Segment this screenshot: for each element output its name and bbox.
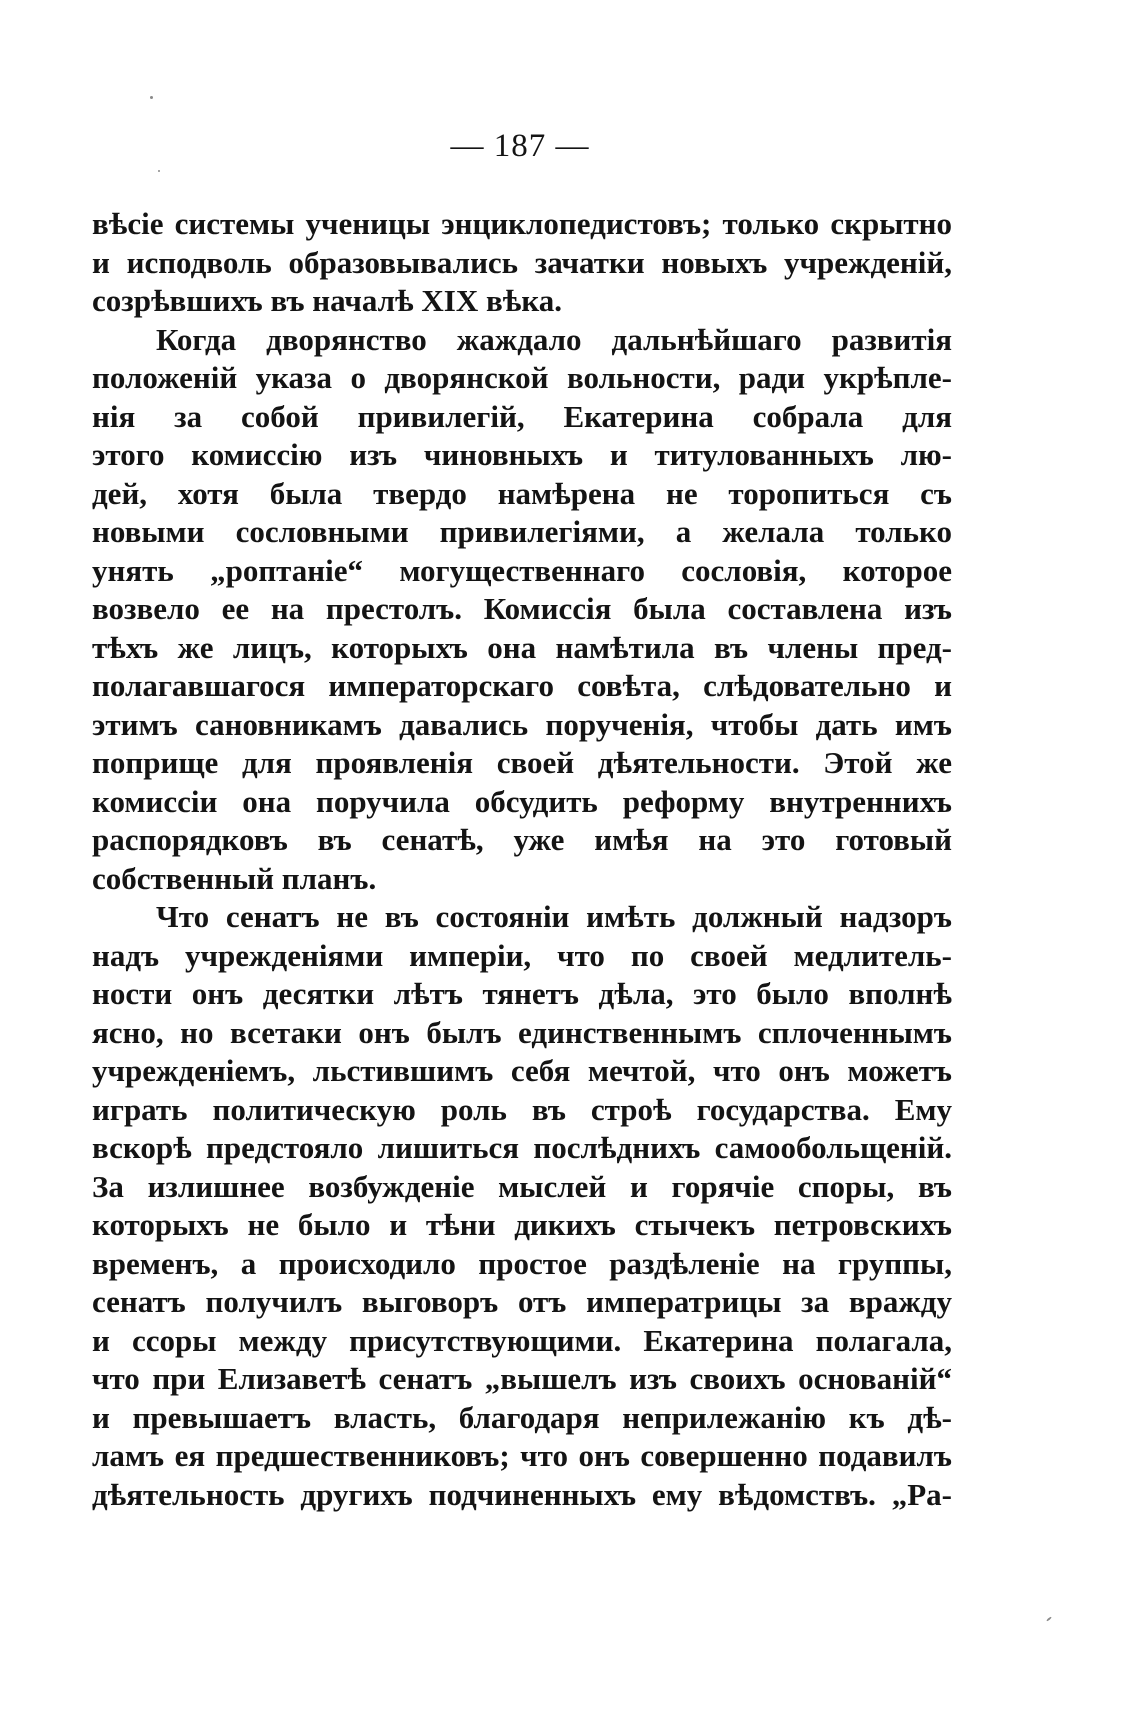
text-line: поприще для проявленія своей дѣятельности. Этой же: [92, 745, 952, 780]
text-line: и превышаетъ власть, благодаря неприлежанію къ дѣ-: [92, 1399, 952, 1435]
text-line: ламъ ея предшественниковъ; что онъ совершенно подавилъ: [92, 1438, 952, 1473]
text-line: временъ, а происходило простое раздѣленіе на группы,: [92, 1245, 952, 1281]
scan-speck: [158, 170, 160, 172]
text-line: и ссоры между присутствующими. Екатерина полагала,: [92, 1322, 952, 1358]
text-line: которыхъ не было и тѣни дикихъ стычекъ петровскихъ: [92, 1207, 952, 1242]
text-line: возвело ее на престолъ. Комиссія была составлена изъ: [92, 591, 952, 626]
text-line: этого комиссію изъ чиновныхъ и титулованныхъ лю-: [92, 437, 952, 472]
text-line: положеній указа о дворянской вольности, ради укрѣпле-: [92, 360, 952, 395]
text-line: и исподволь образовывались зачатки новыхъ учрежденій,: [92, 244, 952, 280]
paragraph: [92, 321, 952, 899]
text-line: унять „роптаніе“ могущественнаго сословія, которое: [92, 552, 952, 588]
text-line: Что сенатъ не въ состояніи имѣть должный надзоръ: [156, 899, 952, 934]
text-line: тѣхъ же лицъ, которыхъ она намѣтила въ члены пред-: [92, 629, 952, 665]
text-line: сенатъ получилъ выговоръ отъ императрицы за вражду: [92, 1284, 952, 1319]
text-line: распорядковъ въ сенатѣ, уже имѣя на это готовый: [92, 822, 952, 857]
text-line: полагавшагося императорскаго совѣта, слѣдовательно и: [92, 668, 952, 703]
text-line: ясно, но всетаки онъ былъ единственнымъ сплоченнымъ: [92, 1014, 952, 1050]
text-line: вѣсіе системы ученицы энциклопедистовъ; только скрытно: [92, 206, 952, 241]
body-text: [92, 205, 952, 1514]
text-line: За излишнее возбужденіе мыслей и горячіе споры, въ: [92, 1168, 952, 1204]
page-number: — 187 —: [450, 128, 590, 164]
text-line: ности онъ десятки лѣтъ тянетъ дѣла, это было вполнѣ: [92, 976, 952, 1011]
text-line: что при Елизаветѣ сенатъ „вышелъ изъ своихъ основаній“: [92, 1361, 952, 1396]
text-line: созрѣвшихъ въ началѣ XIX вѣка.: [92, 283, 562, 318]
text-line: надъ учрежденіями имперіи, что по своей медлитель-: [92, 937, 952, 973]
text-line: вскорѣ предстояло лишиться послѣднихъ самообольщеній.: [92, 1130, 952, 1165]
text-line: нія за собой привилегій, Екатерина собрала для: [92, 398, 952, 434]
text-line: учрежденіемъ, льстившимъ себя мечтой, что онъ можетъ: [92, 1053, 952, 1088]
text-line: собственный планъ.: [92, 860, 377, 896]
text-line: комиссіи она поручила обсудить реформу внутреннихъ: [92, 783, 952, 819]
text-line: этимъ сановникамъ давались порученія, чтобы дать имъ: [92, 706, 952, 742]
text-line: дѣятельность другихъ подчиненныхъ ему вѣдомствъ. „Ра-: [92, 1476, 952, 1512]
scan-speck: [150, 96, 153, 99]
text-line: новыми сословными привилегіями, а желала только: [92, 514, 952, 549]
paragraph: [92, 205, 952, 321]
text-line: играть политическую роль въ строѣ государства. Ему: [92, 1091, 952, 1127]
text-line: дей, хотя была твердо намѣрена не торопиться съ: [92, 475, 952, 511]
text-line: Когда дворянство жаждало дальнѣйшаго развитія: [156, 321, 952, 357]
paragraph: [92, 898, 952, 1514]
scan-speck: [1046, 1616, 1052, 1621]
